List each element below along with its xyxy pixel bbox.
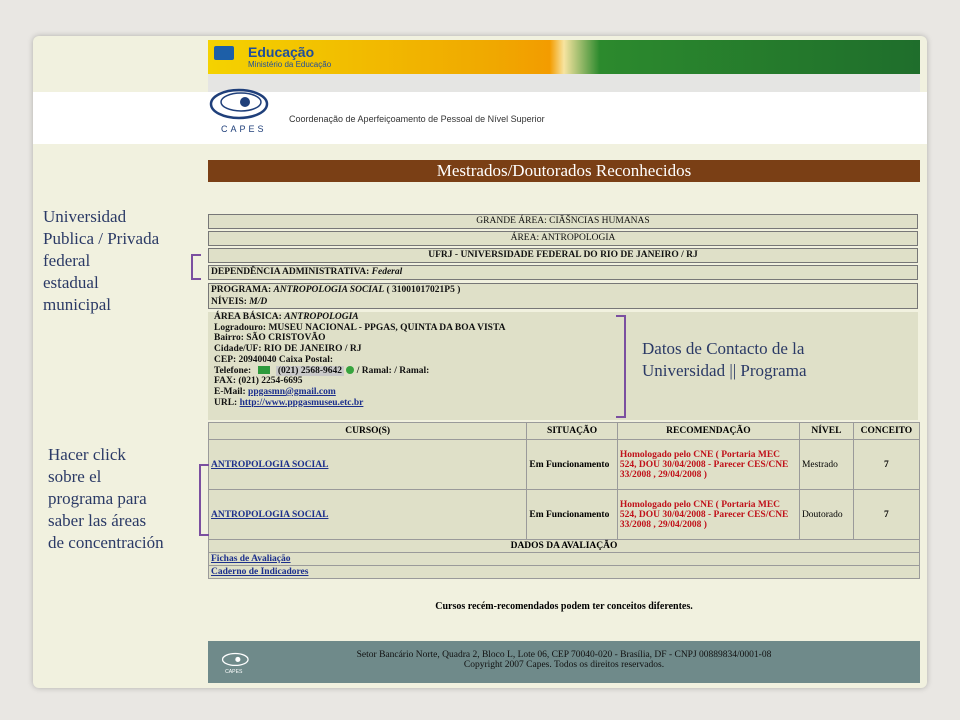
link-row (209, 553, 920, 566)
header-situacao: SITUAÇÃO (527, 423, 618, 440)
dados-header-row (209, 540, 920, 553)
page-title: Mestrados/Doutorados Reconhecidos (208, 160, 920, 182)
area-basica-value: ANTROPOLOGIA (284, 312, 359, 322)
banner-gray-bar (208, 74, 920, 92)
table-header-row (209, 423, 920, 440)
programa-value: ANTROPOLOGIA SOCIAL (273, 285, 385, 295)
situacao-cell: Em Funcionamento (527, 440, 618, 490)
niveis-value: M/D (249, 297, 268, 307)
capes-logo-icon (207, 80, 277, 136)
nivel-cell: Mestrado (799, 440, 853, 490)
niveis-label: NÍVEIS: (211, 297, 247, 307)
fichas-avaliacao-link[interactable]: Fichas de Avaliação (211, 554, 291, 564)
telefone-value[interactable]: (021) 2568-9642 (277, 365, 342, 376)
header-conceito: CONCEITO (853, 423, 919, 440)
contact-block (208, 312, 918, 420)
email-link[interactable]: ppgasmn@gmail.com (248, 386, 336, 397)
capes-org-name: Coordenação de Aperfeiçoamento de Pessoal de Nível Superior (289, 114, 545, 124)
bracket-cursos (199, 464, 209, 536)
university-row: UFRJ - UNIVERSIDADE FEDERAL DO RIO DE JANEIRO / RJ (208, 248, 918, 263)
logradouro: Logradouro: MUSEU NACIONAL - PPGAS, QUINTA DA BOA VISTA (214, 322, 506, 333)
annotation-universidad: Universidad Publica / Privada federal estadual municipal (43, 207, 160, 314)
banner-subtitle: Ministério da Educação (248, 60, 332, 69)
footer-copyright: Copyright 2007 Capes. Todos os direitos reservados. (463, 660, 665, 670)
annotation-hacer-click: Hacer click sobre el programa para saber las áreas de concentración (48, 445, 164, 552)
header-recomendacao: RECOMENDAÇÃO (617, 423, 799, 440)
header-curso: CURSO(S) (209, 423, 527, 440)
area-basica-label: ÁREA BÁSICA: (214, 312, 282, 322)
fax: FAX: (021) 2254-6695 (214, 376, 303, 387)
ramal: / Ramal: / Ramal: (356, 365, 430, 376)
nivel-cell: Doutorado (799, 490, 853, 540)
grande-area-row: GRANDE ÁREA: CIÃŠNCIAS HUMANAS (208, 214, 918, 229)
recomendacao-cell: Homologado pelo CNE ( Portaria MEC 524, DOU 30/04/2008 - Parecer CES/CNE 33/2008 , 29/04/2008 ) (617, 440, 799, 490)
programa-label: PROGRAMA: (211, 285, 272, 295)
curso-link-doutorado[interactable]: ANTROPOLOGIA SOCIAL (211, 509, 329, 520)
link-row (209, 566, 920, 579)
recomendacao-cell: Homologado pelo CNE ( Portaria MEC 524, DOU 30/04/2008 - Parecer CES/CNE 33/2008 , 29/04/2008 ) (617, 490, 799, 540)
table-row (209, 490, 920, 540)
note-text: Cursos recém-recomendados podem ter conceitos diferentes. (435, 601, 693, 612)
gov-banner (208, 40, 920, 74)
footer-address: Setor Bancário Norte, Quadra 2, Bloco L, Lote 06, CEP 70040-020 - Brasília, DF - CNPJ 00889834/0001-08 (356, 650, 772, 660)
dependencia-label: DEPENDÊNCIA ADMINISTRATIVA: (211, 267, 370, 277)
caderno-indicadores-link[interactable]: Caderno de Indicadores (211, 567, 309, 577)
telefone-label: Telefone: (214, 365, 252, 376)
dados-header: DADOS DA AVALIAÇÃO (209, 540, 920, 553)
header-nivel: NÍVEL (799, 423, 853, 440)
bracket-contacto (616, 315, 626, 418)
url-link[interactable]: http://www.ppgasmuseu.etc.br (239, 397, 364, 408)
area-row: ÁREA: ANTROPOLOGIA (208, 231, 918, 246)
annotation-contacto: Datos de Contacto de la Universidad || Programa (642, 339, 807, 380)
table-row (209, 440, 920, 490)
svg-text:CAPES: CAPES (221, 124, 267, 134)
brazil-flag-icon (258, 366, 270, 374)
brazil-emblem-icon (214, 46, 234, 60)
programa-code: ( 31001017021P5 ) (386, 285, 461, 295)
email-label: E-Mail: (214, 386, 246, 397)
curso-link-mestrado[interactable]: ANTROPOLOGIA SOCIAL (211, 459, 329, 470)
cidade: Cidade/UF: RIO DE JANEIRO / RJ (214, 344, 362, 355)
svg-text:CAPES: CAPES (225, 669, 243, 675)
courses-table (208, 422, 920, 579)
footer (208, 641, 920, 683)
capes-footer-logo-icon (220, 649, 254, 675)
conceito-cell: 7 (853, 490, 919, 540)
slide (33, 36, 927, 688)
situacao-cell: Em Funcionamento (527, 490, 618, 540)
banner-title: Educação (248, 44, 315, 60)
bracket-dependencia (191, 254, 201, 280)
conceito-cell: 7 (853, 440, 919, 490)
dependencia-row (208, 265, 918, 280)
bairro: Bairro: SÃO CRISTOVÃO (214, 333, 326, 344)
telefone-line (214, 366, 918, 377)
dependencia-value: Federal (371, 267, 403, 277)
programa-row (208, 283, 918, 309)
url-label: URL: (214, 397, 238, 408)
phone-call-icon[interactable] (346, 366, 354, 374)
cep: CEP: 20940040 Caixa Postal: (214, 354, 334, 365)
